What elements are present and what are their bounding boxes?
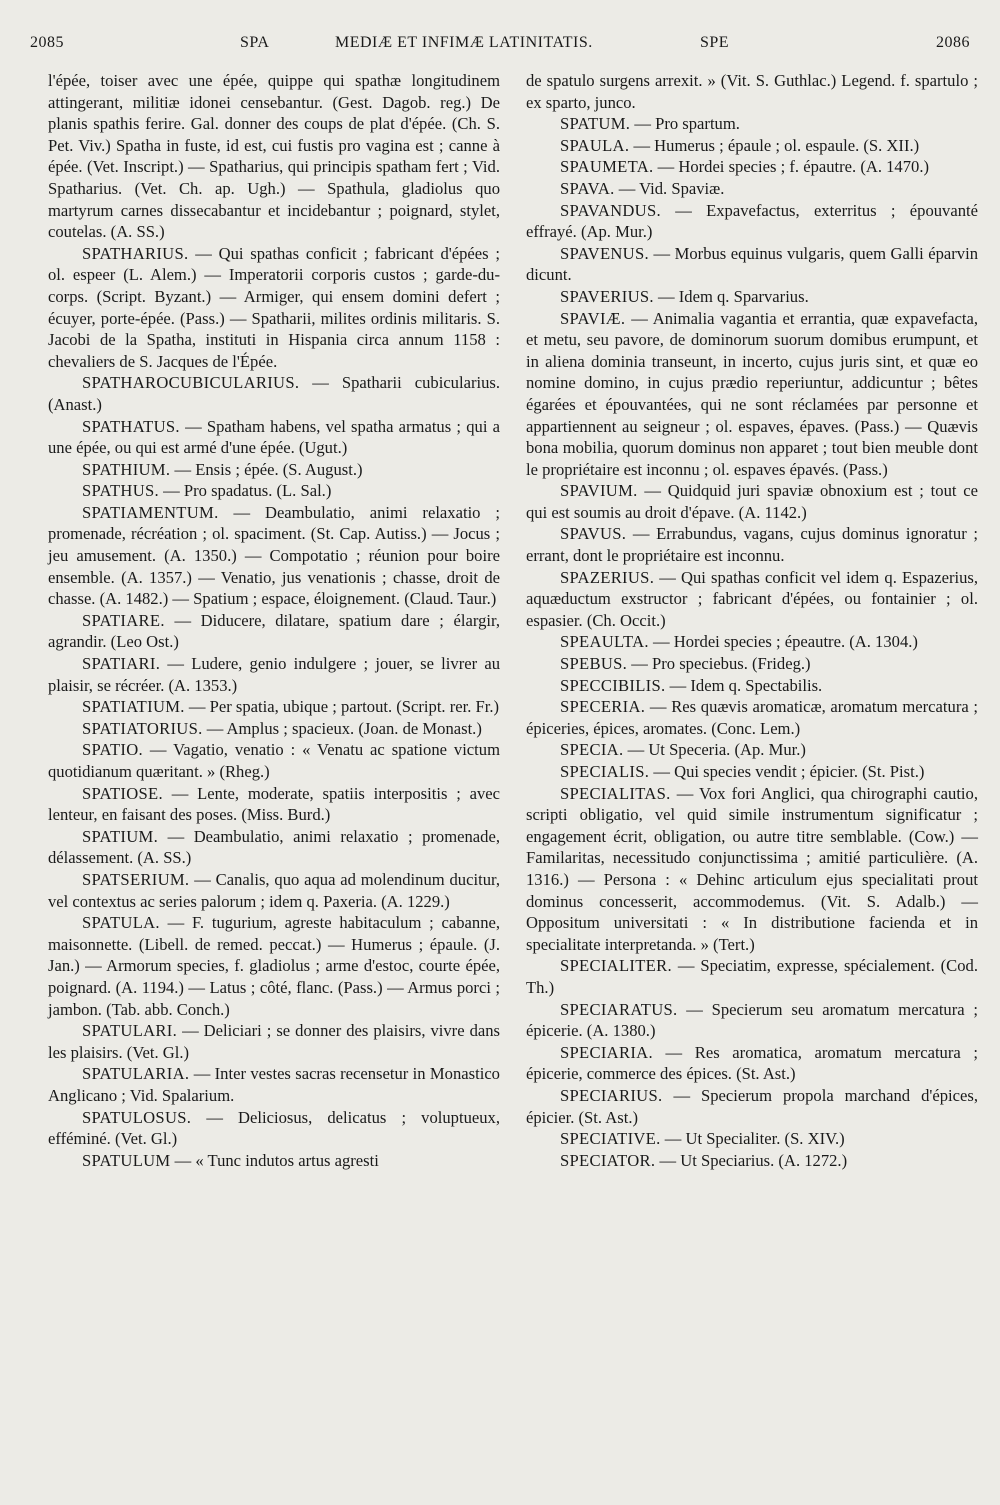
entry-headword: SPATULARIA. <box>82 1064 190 1084</box>
dictionary-entry <box>48 783 500 826</box>
dictionary-entry <box>48 826 500 869</box>
entry-definition: — Ensis ; épée. (S. August.) <box>174 459 363 479</box>
entry-definition: — Specierum propola marchand d'épices, épicier. (St. Ast.) <box>526 1085 978 1127</box>
entry-definition: — Qui species vendit ; épicier. (St. Pist.) <box>653 762 925 781</box>
entry-headword: SPAUMETA. <box>560 157 654 177</box>
entry-definition: — Per spatia, ubique ; partout. (Script. rer. Fr.) <box>188 697 500 717</box>
entry-definition: — Ut Speceria. (Ap. Mur.) <box>627 740 806 760</box>
dictionary-entry <box>526 156 978 178</box>
dictionary-entry <box>526 955 978 998</box>
entry-definition: — Spatham habens, vel spatha armatus ; qui a une épée, ou qui est armé d'une épée. (Ugut.) <box>48 416 500 458</box>
page-number-right: 2086 <box>936 34 970 51</box>
entry-definition: — Vid. Spaviæ. <box>618 178 725 198</box>
entry-headword: SPATIARI. <box>82 654 161 674</box>
entry-definition: — Quidquid juri spaviæ obnoxium est ; tout ce qui est soumis au droit d'épave. (A. 1142.) <box>526 481 978 522</box>
dictionary-entry <box>526 675 978 697</box>
dictionary-entry <box>48 1150 500 1172</box>
entry-definition: — Humerus ; épaule ; ol. espaule. (S. XII.) <box>633 135 920 155</box>
entry-definition: — Pro spadatus. (L. Sal.) <box>163 481 332 501</box>
dictionary-entry <box>48 1107 500 1150</box>
entry-definition: — Pro speciebus. (Frideg.) <box>631 654 811 674</box>
entry-headword: SPATHAROCUBICULARIUS. <box>82 373 300 393</box>
dictionary-entry <box>48 912 500 1020</box>
right-column <box>526 70 978 1171</box>
dictionary-entry <box>48 502 500 610</box>
entry-headword: SPEBUS. <box>560 654 628 674</box>
dictionary-entry <box>48 416 500 459</box>
entry-headword: SPECCIBILIS. <box>560 675 666 695</box>
entry-headword: SPECIALITAS. <box>560 783 671 803</box>
entry-headword: SPAZERIUS. <box>560 567 655 587</box>
entry-headword: SPATHARIUS. <box>82 243 189 263</box>
entry-headword: SPATUM. <box>560 114 631 134</box>
entry-definition: — F. tugurium, agreste habitaculum ; cabanne, maisonnette. (Libell. de remed. peccat.) — Humerus ; épaule. (J. Jan.) — Armorum species, f. gladiolus ; arme d'estoc, courte épée, poignard. (A. 1194.) — Latus ; côté, flanc. (Pass.) — Armus porci ; jambon. (Tab. abb. Conch.) <box>48 913 501 1019</box>
entry-definition: — Pro spartum. <box>634 114 740 134</box>
entry-definition: — Hordei species ; f. épautre. (A. 1470.) <box>657 157 930 177</box>
text-columns <box>48 70 980 1171</box>
entry-headword: SPATSERIUM. <box>82 869 190 889</box>
dictionary-entry <box>48 1063 500 1106</box>
entry-headword: SPATHUS. <box>82 481 159 501</box>
entry-definition: — Vagatio, venatio : « Venatu ac spatione victum quotidianum quæritant. » (Rheg.) <box>48 740 500 781</box>
page-number-left: 2085 <box>30 34 64 51</box>
dictionary-entry <box>526 1085 978 1128</box>
entry-definition: — Morbus equinus vulgaris, quem Galli éparvin dicunt. <box>526 243 978 285</box>
entry-definition: — Inter vestes sacras recensetur in Monastico Anglicano ; Vid. Spalarium. <box>48 1064 500 1105</box>
entry-headword: SPATIATORIUS. <box>82 718 203 738</box>
entry-definition: — Res aromatica, aromatum mercatura ; épicerie, commerce des épices. (St. Ast.) <box>526 1042 978 1084</box>
entry-headword: SPECIA. <box>560 740 624 760</box>
entry-definition: — Deliciari ; se donner des plaisirs, vivre dans les plaisirs. (Vet. Gl.) <box>48 1021 500 1062</box>
dictionary-entry <box>526 70 978 113</box>
entry-definition: — « Tunc indutos artus agresti <box>174 1150 379 1170</box>
entry-definition: — Ut Specialiter. (S. XIV.) <box>664 1129 845 1149</box>
dictionary-entry <box>48 372 500 415</box>
entry-headword: SPECIALIS. <box>560 762 650 781</box>
entry-definition: — Speciatim, expresse, spécialement. (Cod. Th.) <box>526 956 978 997</box>
dictionary-entry <box>48 718 500 740</box>
dictionary-entry <box>526 200 978 243</box>
entry-headword: SPATIAMENTUM. <box>82 502 219 522</box>
entry-headword: SPAVERIUS. <box>560 286 654 306</box>
entry-definition: — Expavefactus, exterritus ; épouvanté effrayé. (Ap. Mur.) <box>526 200 978 242</box>
dictionary-entry <box>526 783 978 956</box>
entry-headword: SPATULA. <box>82 913 160 933</box>
dictionary-entry <box>526 739 978 761</box>
running-header <box>30 34 970 64</box>
entry-headword: SPECIARATUS. <box>560 999 678 1019</box>
entry-headword: SPECIARIA. <box>560 1042 653 1062</box>
dictionary-entry <box>526 523 978 566</box>
header-title: MEDIÆ ET INFIMÆ LATINITATIS. <box>335 34 593 51</box>
dictionary-entry <box>48 653 500 696</box>
entry-definition: — Deliciosus, delicatus ; voluptueux, efféminé. (Vet. Gl.) <box>48 1107 500 1149</box>
dictionary-entry <box>526 1128 978 1150</box>
dictionary-entry <box>48 70 500 243</box>
entry-headword: SPECIATIVE. <box>560 1129 661 1149</box>
entry-headword: SPAVENUS. <box>560 243 649 263</box>
entry-definition: — Amplus ; spacieux. (Joan. de Monast.) <box>206 718 482 738</box>
entry-headword: SPATHATUS. <box>82 416 180 436</box>
entry-definition: — Deambulatio, animi relaxatio ; promenade, délassement. (A. SS.) <box>48 826 500 868</box>
dictionary-entry <box>526 308 978 481</box>
entry-definition: — Hordei species ; épeautre. (A. 1304.) <box>652 632 918 652</box>
dictionary-entry <box>526 113 978 135</box>
entry-definition: — Idem q. Sparvarius. <box>658 286 809 306</box>
entry-headword: SPECIALITER. <box>560 956 672 976</box>
entry-headword: SPATIO. <box>82 740 143 760</box>
entry-definition: — Ludere, genio indulgere ; jouer, se livrer au plaisir, se récréer. (A. 1353.) <box>48 654 500 695</box>
dictionary-entry <box>48 1020 500 1063</box>
entry-definition: — Ut Speciarius. (A. 1272.) <box>659 1150 848 1170</box>
entry-headword: SPATIARE. <box>82 610 165 630</box>
dictionary-entry <box>48 610 500 653</box>
dictionary-entry <box>48 480 500 502</box>
dictionary-entry <box>526 135 978 157</box>
dictionary-entry <box>48 243 500 373</box>
dictionary-entry <box>48 696 500 718</box>
entry-definition: de spatulo surgens arrexit. » (Vit. S. Guthlac.) Legend. f. spartulo ; ex sparto, junco. <box>526 71 978 112</box>
dictionary-entry <box>526 696 978 739</box>
entry-headword: SPAVA. <box>560 178 615 198</box>
dictionary-entry <box>526 999 978 1042</box>
entry-headword: SPAVANDUS. <box>560 200 661 220</box>
dictionary-entry <box>526 631 978 653</box>
dictionary-entry <box>48 459 500 481</box>
entry-headword: SPECIARIUS. <box>560 1085 663 1105</box>
entry-headword: SPAVIUM. <box>560 481 638 501</box>
entry-headword: SPATULOSUS. <box>82 1107 192 1127</box>
dictionary-entry <box>526 761 978 783</box>
entry-headword: SPECIATOR. <box>560 1150 656 1170</box>
entry-headword: SPEAULTA. <box>560 632 649 652</box>
entry-definition: — Animalia vagantia et errantia, quæ expavefacta, et metu, seu pavore, de dominorum suorum domibus erumpunt, et in aliena dominia transeunt, in incerto, cujus juris sint, et quæ eo nomine domino, in cujus prædio reperiuntur, addicuntur ; bêtes égarées et épouvantées, qui ne sont réclamées par personne et appartiennent au seigneur ; ol. espaves, épaves. (Pass.) — Quævis bona mobilia, quorum dominus non apparet ; tout bien meuble dont le propriétaire est inconnu ; ol. espaves épavés. (Pass.) <box>526 308 979 479</box>
entry-headword: SPAVIÆ. <box>560 308 626 328</box>
dictionary-entry <box>526 1042 978 1085</box>
dictionary-entry <box>48 739 500 782</box>
entry-definition: — Errabundus, vagans, cujus dominus ignoratur ; errant, dont le propriétaire est inconnu. <box>526 524 978 566</box>
entry-headword: SPATIATIUM. <box>82 697 185 717</box>
entry-definition: — Res quævis aromaticæ, aromatum mercatura ; épiceries, épices, aromates. (Conc. Lem.) <box>526 697 978 738</box>
entry-definition: l'épée, toiser avec une épée, quippe qui spathæ longitudinem attingerant, militiæ idonei censebantur. (Gest. Dagob. reg.) De planis spathis ferire. Gal. donner des coups de plat d'épée. (Ch. S. Pet. Viv.) Spatha in fuste, id est, cui fustis pro vagina est ; canne à épée. (Vet. Inscript.) — Spatharius, qui principis spatham fert ; Vid. Spatharius. (Vet. Ch. ap. Ugh.) — Spathula, gladiolus quo martyrum carnes dissecabantur et incidebantur ; poignard, stylet, coutelas. (A. SS.) <box>48 71 500 242</box>
dictionary-entry <box>526 653 978 675</box>
dictionary-entry <box>526 567 978 632</box>
header-left-abbr: SPA <box>240 34 270 51</box>
entry-definition: — Canalis, quo aqua ad molendinum ducitur, vel contextus ac series palorum ; idem q. Paxeria. (A. 1229.) <box>48 869 500 911</box>
entry-headword: SPATIUM. <box>82 826 159 846</box>
entry-definition: — Deambulatio, animi relaxatio ; promenade, récréation ; ol. spaciment. (St. Cap. Autiss.) — Jocus ; jeu amusement. (A. 1350.) — Compotatio ; réunion pour boire ensemble. (A. 1357.) — Venatio, jus venationis ; chasse, droit de chasse. (A. 1482.) — Spatium ; espace, éloignement. (Claud. Taur.) <box>48 502 500 609</box>
dictionary-entry <box>526 480 978 523</box>
entry-definition: — Idem q. Spectabilis. <box>669 675 823 695</box>
dictionary-entry <box>526 1150 978 1172</box>
entry-headword: SPECERIA. <box>560 697 646 717</box>
entry-definition: — Qui spathas conficit vel idem q. Espazerius, aquæductum exstructor ; fabricant d'épées, ou fontainier ; ol. espasier. (Ch. Occit.) <box>526 567 978 630</box>
entry-headword: SPATULARI. <box>82 1021 178 1041</box>
entry-definition: — Lente, moderate, spatiis interpositis ; avec lenteur, en faisant des poses. (Miss. Burd.) <box>48 783 500 825</box>
entry-headword: SPATIOSE. <box>82 783 163 803</box>
entry-definition: — Diducere, dilatare, spatium dare ; élargir, agrandir. (Leo Ost.) <box>48 610 500 652</box>
entry-definition: — Specierum seu aromatum mercatura ; épicerie. (A. 1380.) <box>526 999 978 1041</box>
entry-definition: — Spatharii cubicularius. (Anast.) <box>48 373 500 414</box>
entry-headword: SPATHIUM. <box>82 459 171 479</box>
entry-headword: SPATULUM <box>82 1150 171 1170</box>
entry-headword: SPAVUS. <box>560 524 627 544</box>
header-right-abbr: SPE <box>700 34 730 51</box>
entry-definition: — Vox fori Anglici, qua chirographi cautio, scripti obligatio, vel quid simile instrumentum significatur ; engagement écrit, obligation, ou autre titre semblable. (Cow.) — Familaritas, necessitudo conjunctissima ; amitié particulière. (A. 1316.) — Persona : « Dehinc articulum ejus specialitati prout dominus concesserit, accommodemus. (Vit. S. Adalb.) — Oppositum universitati : « In distributione facienda et in specialitate interpretanda. » (Tert.) <box>526 783 978 954</box>
entry-definition: — Qui spathas conficit ; fabricant d'épées ; ol. espeer (L. Alem.) — Imperatorii corporis custos ; garde-du-corps. (Script. Byzant.) — Armiger, qui ensem domini defert ; écuyer, porte-épée. (Pass.) — Spatharii, milites ordinis militaris. S. Jacobi de la Spatha, instituti in Hispania circa annum 1158 : chevaliers de S. Jacques de l'Épée. <box>48 243 500 371</box>
dictionary-entry <box>48 869 500 912</box>
entry-headword: SPAULA. <box>560 135 630 155</box>
dictionary-entry <box>526 286 978 308</box>
left-column <box>48 70 500 1171</box>
dictionary-entry <box>526 178 978 200</box>
dictionary-entry <box>526 243 978 286</box>
